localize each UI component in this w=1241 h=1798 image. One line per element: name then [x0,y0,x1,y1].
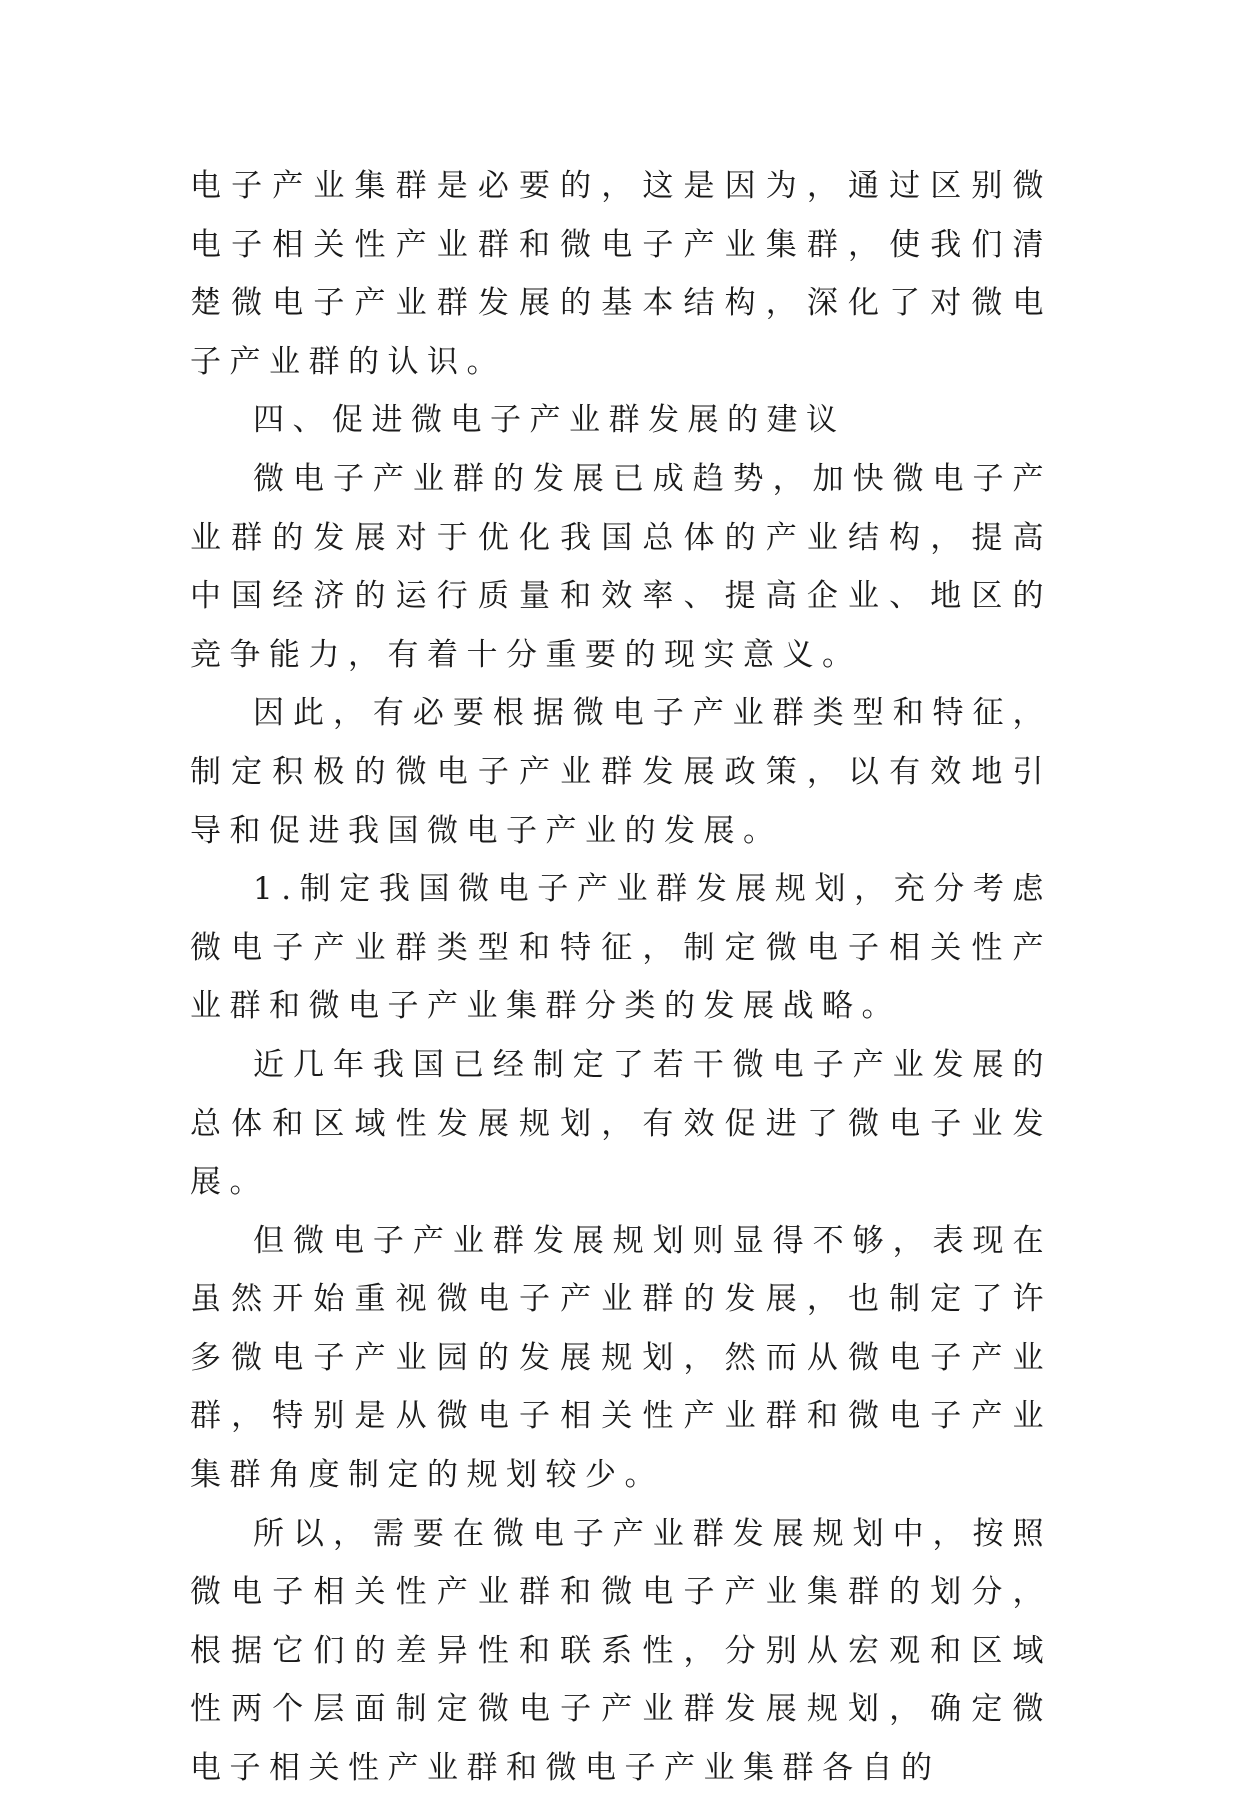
paragraph-continuation: 电子产业集群是必要的，这是因为，通过区别微电子相关性产业群和微电子产业集群，使我们清楚微电子产业群发展的基本结构，深化了对微电子产业群的认识。 [190,168,1052,380]
paragraph: 但微电子产业群发展规划则显得不够，表现在虽然开始重视微电子产业群的发展，也制定了许多微电子产业园的发展规划，然而从微电子产业群，特别是从微电子相关性产业群和微电子产业集群角度制定的规划较少。 [190,1222,1052,1494]
section-heading: 四、促进微电子产业群发展的建议 [253,402,846,439]
numbered-paragraph: 1.制定我国微电子产业群发展规划，充分考虑微电子产业群类型和特征，制定微电子相关性产业群和微电子产业集群分类的发展战略。 [190,871,1052,1025]
paragraph: 所以，需要在微电子产业群发展规划中，按照微电子相关性产业群和微电子产业集群的划分，根据它们的差异性和联系性，分别从宏观和区域性两个层面制定微电子产业群发展规划，确定微电子相关性产业群和微电子产业集群各自的 [190,1515,1052,1787]
document-body [190,157,1052,1798]
paragraph: 因此，有必要根据微电子产业群类型和特征，制定积极的微电子产业群发展政策，以有效地引导和促进我国微电子产业的发展。 [190,695,1052,849]
paragraph: 近几年我国已经制定了若干微电子产业发展的总体和区域性发展规划，有效促进了微电子业发展。 [190,1046,1052,1201]
paragraph: 微电子产业群的发展已成趋势，加快微电子产业群的发展对于优化我国总体的产业结构，提高中国经济的运行质量和效率、提高企业、地区的竞争能力，有着十分重要的现实意义。 [190,460,1052,673]
